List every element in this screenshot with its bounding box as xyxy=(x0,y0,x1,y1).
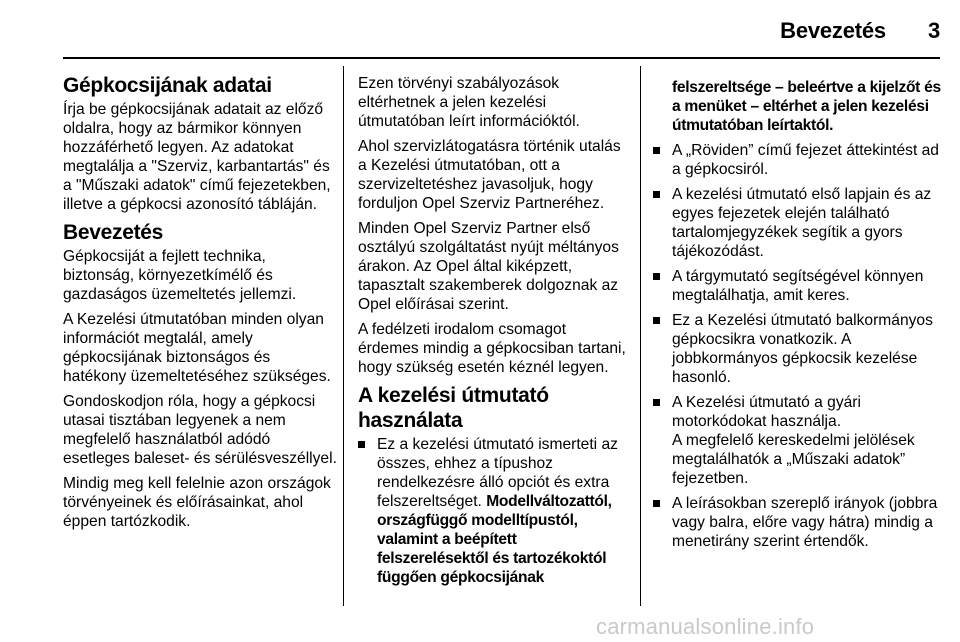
bullet-continuation xyxy=(653,78,943,135)
page-header xyxy=(780,18,940,44)
bullet-text: A megfelelő kereskedelmi jelölések megtalálhatók a „Műszaki adatok” fejezetben. xyxy=(672,432,915,487)
list-item: A leírásokban szereplő irányok (jobbra vagy balra, előre vagy hátra) mindig a menetirány szerint értendők. xyxy=(653,494,943,551)
column-2 xyxy=(358,74,630,593)
page-number: 3 xyxy=(927,18,940,43)
paragraph: Ahol szervizlátogatásra történik utalás a Kezelési útmutatóban, ott a szervizeltetéshez javasoljuk, hogy forduljon Opel Szerviz Partneréhez. xyxy=(358,138,621,212)
heading-using-manual: A kezelési útmutató használata xyxy=(358,384,549,432)
column-1 xyxy=(63,73,337,537)
bullet-text: Ez a kezelési útmutató ismerteti az összes, ehhez a típushoz rendelkezésre álló opciót és extra felszereltséget. xyxy=(377,436,618,510)
list-item xyxy=(653,393,943,488)
list-item: Ez a Kezelési útmutató balkormányos gépkocsikra vonatkozik. A jobbkormányos gépkocsik kezelése hasonló. xyxy=(653,311,943,387)
column-3 xyxy=(653,78,943,557)
bullet-bold-text: felszereltsége – beleértve a kijelzőt és a menüket – eltérhet a jelen kezelési útmutatóban leírtaktól. xyxy=(672,79,941,134)
header-rule xyxy=(63,57,940,59)
paragraph: Gondoskodjon róla, hogy a gépkocsi utasai tisztában legyenek a nem megfelelő használatból adódó esetleges baleset- és sérülésveszéllyel. xyxy=(63,393,337,467)
paragraph: Ezen törvényi szabályozások eltérhetnek a jelen kezelési útmutatóban leírt információktól. xyxy=(358,75,580,130)
heading-introduction: Bevezetés xyxy=(63,221,164,244)
bullet-list xyxy=(358,435,630,587)
watermark: carmanualsonline.info xyxy=(596,614,815,639)
paragraph: A fedélzeti irodalom csomagot érdemes mindig a gépkocsiban tartani, hogy szükség esetén kéznél legyen. xyxy=(358,321,626,376)
column-divider-2 xyxy=(640,66,641,606)
paragraph: Mindig meg kell felelnie azon országok törvényeinek és előírásainkat, ahol éppen tartózkodik. xyxy=(63,475,331,530)
paragraph: Gépkocsiját a fejlett technika, biztonság, környezetkímélő és gazdaságos üzemeltetés jellemzi. xyxy=(63,248,297,303)
list-item: A „Röviden” című fejezet áttekintést ad a gépkocsiról. xyxy=(653,141,943,179)
list-item xyxy=(358,435,630,587)
heading-vehicle-data: Gépkocsijának adatai xyxy=(63,74,272,97)
list-item: A kezelési útmutató első lapjain és az egyes fejezetek elején található tartalomjegyzékek segítik a gyors tájékozódást. xyxy=(653,185,943,261)
section-title: Bevezetés xyxy=(780,18,886,43)
paragraph: Írja be gépkocsijának adatait az előző oldalra, hogy az bármikor könnyen hozzáférhető legyen. Az adatokat megtalálja a "Szerviz, karbantartás" és a "Műszaki adatok" című fejezetekben, illetve a gépkocsi azonosító tábláján. xyxy=(63,101,331,213)
paragraph: Minden Opel Szerviz Partner első osztályú szolgáltatást nyújt méltányos árakon. Az Opel által kiképzett, tapasztalt szakemberek dolgoznak az Opel előírásai szerint. xyxy=(358,220,619,313)
column-divider-1 xyxy=(343,66,344,606)
list-item: A tárgymutató segítségével könnyen megtalálhatja, amit keres. xyxy=(653,267,943,305)
paragraph: A Kezelési útmutatóban minden olyan információt megtalál, amely gépkocsijának biztonságos és hatékony üzemeltetéséhez szükséges. xyxy=(63,311,331,385)
bullet-bold-text: Modellváltozattól, országfüggő modelltípustól, valamint a beépített felszerelésektől és tartozékoktól függően gépkocsijának xyxy=(377,493,612,586)
bullet-list xyxy=(653,141,943,551)
bullet-text: A Kezelési útmutató a gyári motorkódokat használja. xyxy=(672,394,861,430)
